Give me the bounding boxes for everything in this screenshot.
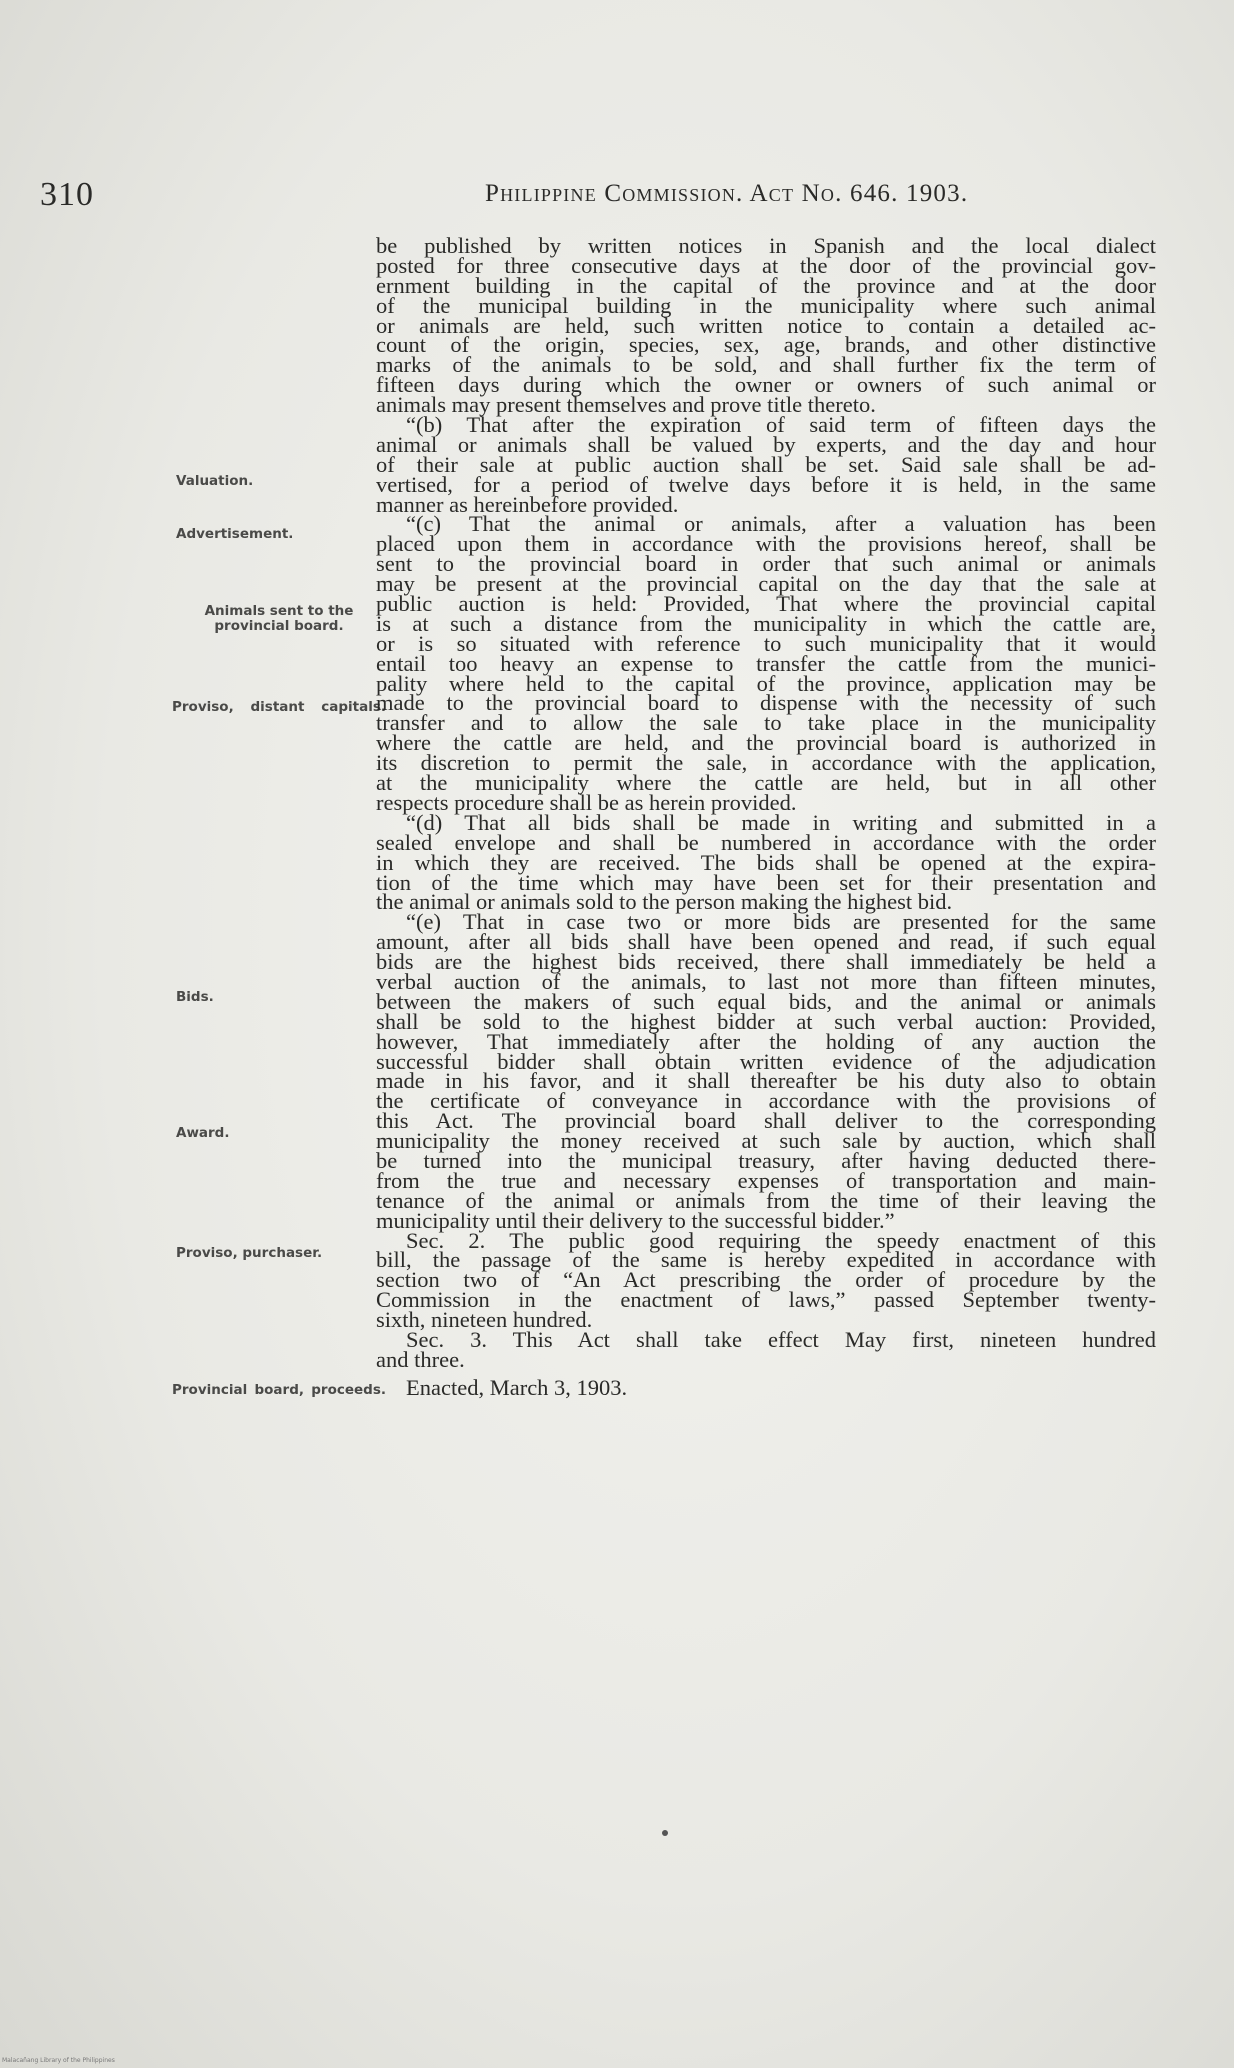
- margin-note-advertisement: Advertisement.: [176, 526, 294, 542]
- text-line: is at such a distance from the municipality in which the cattle are,: [376, 610, 1156, 636]
- section-3-start: Sec. 3. This Act shall take effect May first, nineteen hundred: [406, 1326, 1156, 1352]
- text-line: tion of the time which may have been set for their presentation and: [376, 869, 1156, 895]
- margin-note-animals-sent: Animals sent to the provincial board.: [204, 603, 354, 634]
- text-line: posted for three consecutive days at the door of the provincial gov-: [376, 252, 1156, 278]
- margin-note-proviso-purchaser: Proviso, purchaser.: [176, 1245, 323, 1261]
- text-line: made in his favor, and it shall thereafter be his duty also to obtain: [376, 1068, 1156, 1094]
- text-line: municipality until their delivery to the successful bidder.”: [376, 1207, 895, 1233]
- text-line: from the true and necessary expenses of transportation and main-: [376, 1167, 1156, 1193]
- text-line: of their sale at public auction shall be set. Said sale shall be ad-: [376, 451, 1156, 477]
- text-line: respects procedure shall be as herein provided.: [376, 789, 797, 815]
- text-line: may be present at the provincial capital on the day that the sale at: [376, 571, 1156, 597]
- text-line: in which they are received. The bids shall be opened at the expira-: [376, 849, 1156, 875]
- text-line: animal or animals shall be valued by experts, and the day and hour: [376, 431, 1156, 457]
- text-line: marks of the animals to be sold, and shall further fix the term of: [376, 352, 1156, 378]
- text-line: the animal or animals sold to the person making the highest bid.: [376, 889, 953, 915]
- margin-note-valuation: Valuation.: [176, 473, 254, 489]
- text-line: ernment building in the capital of the province and at the door: [376, 272, 1156, 298]
- text-line: count of the origin, species, sex, age, brands, and other distinctive: [376, 332, 1156, 358]
- text-line: placed upon them in accordance with the provisions hereof, shall be: [376, 531, 1156, 557]
- text-line: between the makers of such equal bids, and the animal or animals: [376, 988, 1156, 1014]
- paragraph-b-start: “(b) That after the expiration of said term of fifteen days the: [406, 412, 1156, 438]
- text-line: at the municipality where the cattle are held, but in all other: [376, 770, 1156, 796]
- act-body-text: [376, 233, 1156, 1400]
- text-line: vertised, for a period of twelve days before it is held, in the same: [376, 471, 1156, 497]
- margin-note-bids: Bids.: [176, 989, 214, 1005]
- paragraph-d-start: “(d) That all bids shall be made in writing and submitted in a: [406, 809, 1156, 835]
- text-line: amount, after all bids shall have been opened and read, if such equal: [376, 929, 1156, 955]
- text-line: Commission in the enactment of laws,” passed September twenty-: [376, 1287, 1156, 1313]
- text-line: section two of “An Act prescribing the order of procedure by the: [376, 1267, 1156, 1293]
- paragraph-e-start: “(e) That in case two or more bids are presented for the same: [406, 909, 1156, 935]
- enactment-date: Enacted, March 3, 1903.: [406, 1374, 628, 1400]
- text-line: and three.: [376, 1346, 465, 1372]
- text-line: shall be sold to the highest bidder at such verbal auction: Provided,: [376, 1008, 1156, 1034]
- running-head: Philippine Commission. Act No. 646. 1903.: [485, 180, 969, 207]
- page-number: 310: [40, 176, 94, 213]
- scan-footer: Malacañang Library of the Philippines: [2, 2057, 115, 2064]
- paragraph-c-start: “(c) That the animal or animals, after a valuation has been: [406, 511, 1156, 537]
- text-line: the certificate of conveyance in accordance with the provisions of: [376, 1088, 1156, 1114]
- text-line: municipality the money received at such sale by auction, which shall: [376, 1128, 1156, 1154]
- text-line: this Act. The provincial board shall deliver to the corresponding: [376, 1108, 1156, 1134]
- text-line: manner as hereinbefore provided.: [376, 491, 679, 517]
- margin-note-award: Award.: [176, 1125, 230, 1141]
- text-line: where the cattle are held, and the provincial board is authorized in: [376, 730, 1156, 756]
- text-line: transfer and to allow the sale to take place in the municipality: [376, 710, 1156, 736]
- margin-note-provincial-board-proceeds: Provincial board, proceeds.: [172, 1382, 386, 1398]
- text-line: sent to the provincial board in order that such animal or animals: [376, 551, 1156, 577]
- text-line: be published by written notices in Spanish and the local dialect: [376, 233, 1156, 258]
- text-line: tenance of the animal or animals from the time of their leaving the: [376, 1187, 1156, 1213]
- text-line: public auction is held: Provided, That where the provincial capital: [376, 591, 1156, 617]
- text-line: sixth, nineteen hundred.: [376, 1307, 593, 1333]
- page-header: [40, 176, 1140, 216]
- text-line: be turned into the municipal treasury, after having deducted there-: [376, 1147, 1156, 1173]
- text-line: animals may present themselves and prove title thereto.: [376, 392, 876, 418]
- text-line: or animals are held, such written notice to contain a detailed ac-: [376, 312, 1156, 338]
- text-line: pality where held to the capital of the province, application may be: [376, 670, 1156, 696]
- text-line: bill, the passage of the same is hereby expedited in accordance with: [376, 1247, 1156, 1273]
- margin-note-proviso-distant-capitals: Proviso, distant capitals.: [172, 699, 386, 715]
- section-2-start: Sec. 2. The public good requiring the speedy enactment of this: [406, 1227, 1156, 1253]
- text-line: however, That immediately after the holding of any auction the: [376, 1028, 1156, 1054]
- text-line: fifteen days during which the owner or owners of such animal or: [376, 372, 1156, 398]
- text-line: verbal auction of the animals, to last not more than fifteen minutes,: [376, 968, 1156, 994]
- text-line: its discretion to permit the sale, in accordance with the application,: [376, 750, 1156, 776]
- text-line: of the municipal building in the municipality where such animal: [376, 292, 1156, 318]
- text-line: sealed envelope and shall be numbered in accordance with the order: [376, 829, 1156, 855]
- text-line: successful bidder shall obtain written evidence of the adjudication: [376, 1048, 1156, 1074]
- text-line: entail too heavy an expense to transfer the cattle from the munici-: [376, 650, 1156, 676]
- text-line: bids are the highest bids received, there shall immediately be held a: [376, 949, 1156, 975]
- text-line: made to the provincial board to dispense with the necessity of such: [376, 690, 1156, 716]
- text-line: or is so situated with reference to such municipality that it would: [376, 630, 1156, 656]
- ink-speck: [662, 1830, 668, 1836]
